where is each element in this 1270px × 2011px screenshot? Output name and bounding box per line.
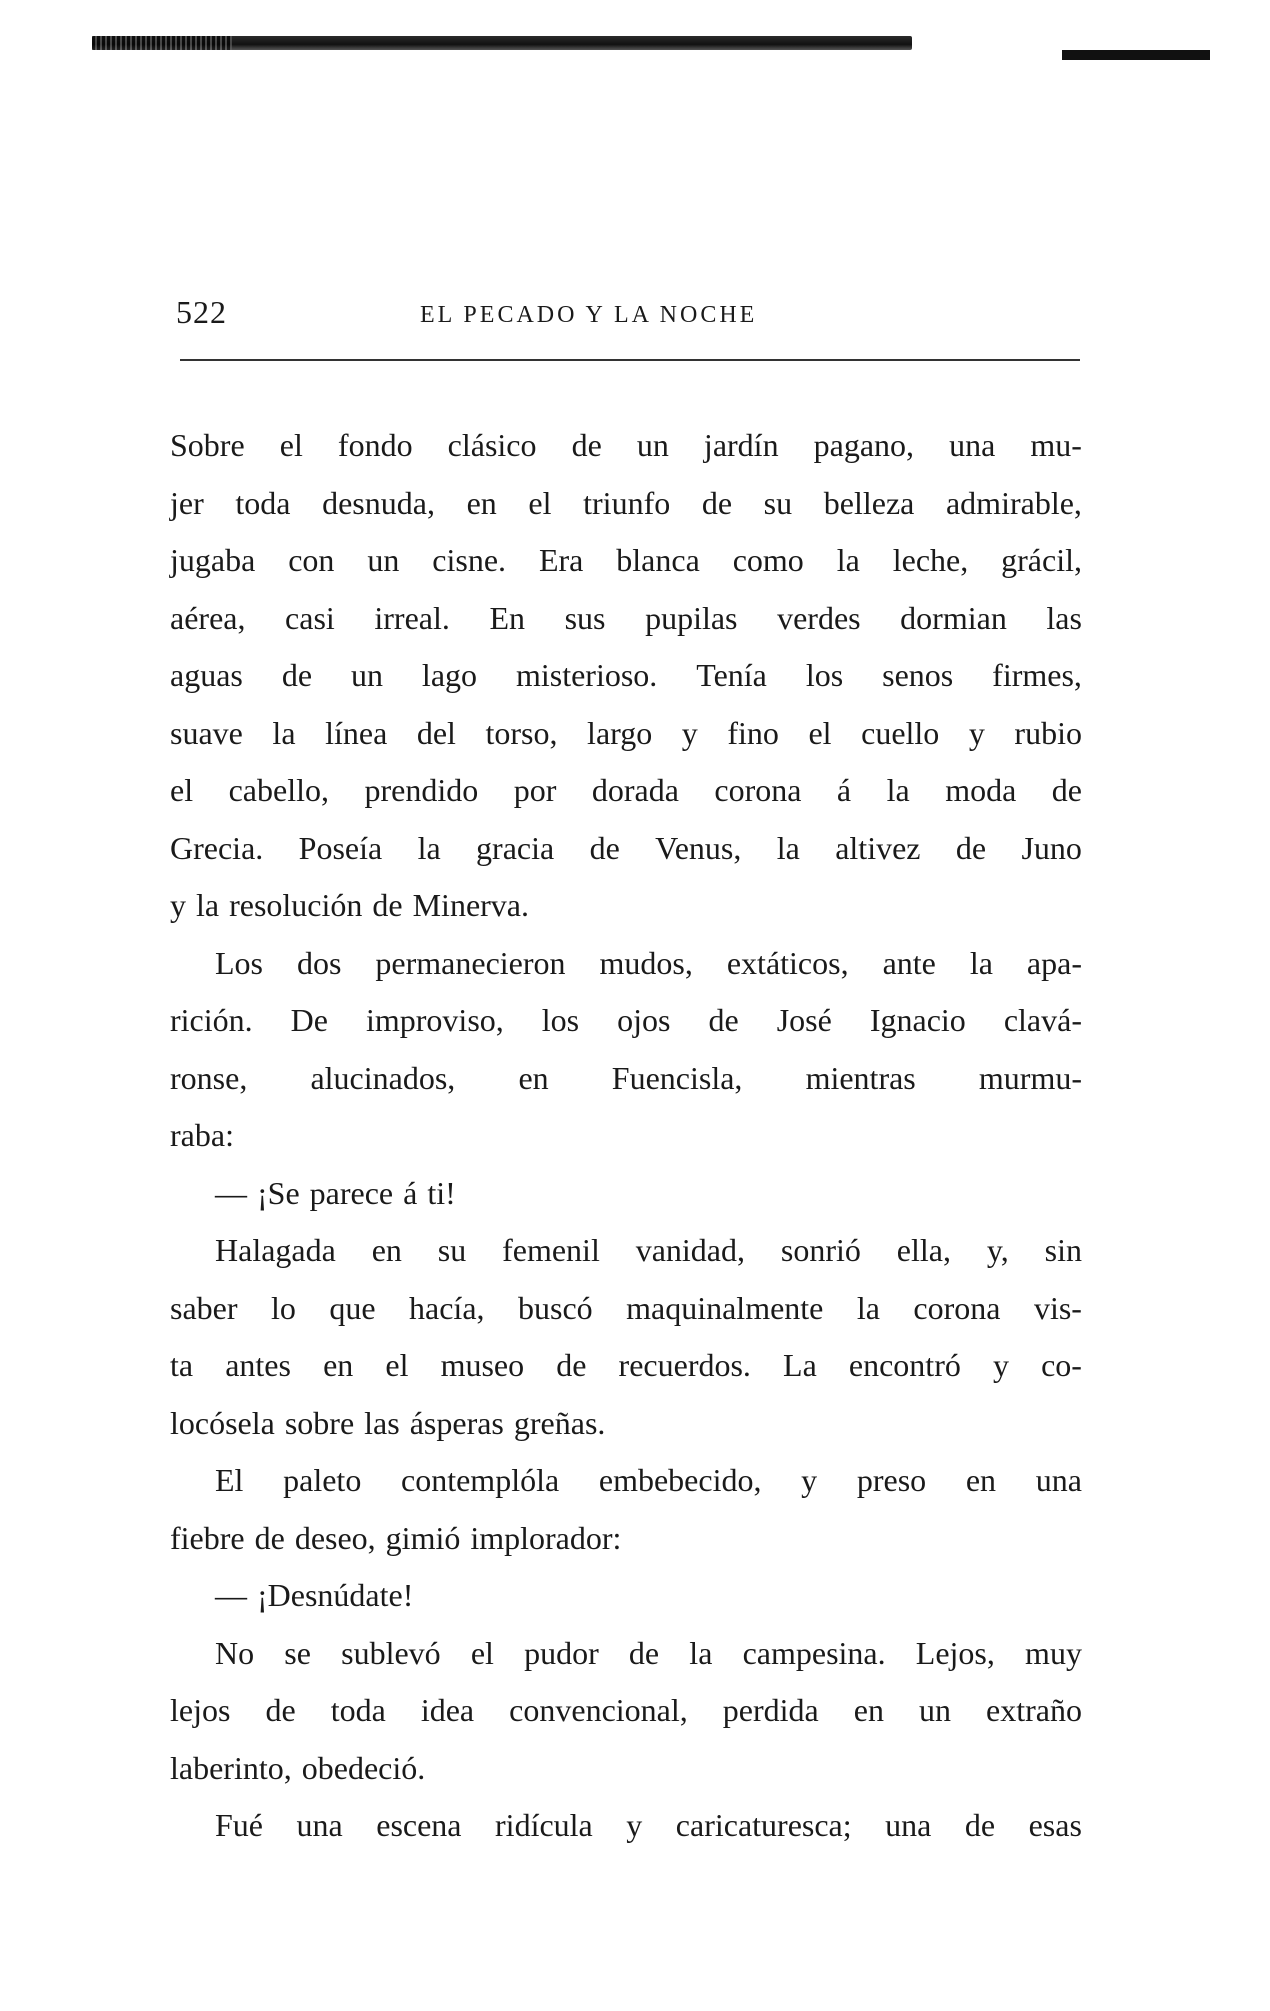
word: ásperas [409, 1404, 504, 1441]
word: fino [727, 714, 779, 751]
word: maquinalmente [626, 1289, 824, 1326]
word: sonrió [780, 1232, 861, 1268]
text-line [170, 762, 1082, 820]
word: la [836, 542, 860, 578]
word: aérea, [170, 599, 246, 636]
word: — [215, 1174, 247, 1211]
word: una [949, 427, 996, 463]
word: el [470, 1634, 494, 1671]
word: sublevó [341, 1634, 441, 1671]
word: fiebre [170, 1519, 245, 1556]
word: pupilas [645, 599, 738, 636]
word: blanca [616, 542, 700, 578]
word: Poseía [298, 829, 383, 866]
word: ti! [427, 1174, 456, 1211]
text-line [170, 1222, 1082, 1280]
word: belleza [823, 484, 915, 521]
word: antes [225, 1347, 291, 1383]
word: Venus, [655, 829, 742, 866]
word: una [885, 1807, 932, 1843]
word: la [272, 714, 296, 751]
word: clavá- [1003, 1002, 1082, 1038]
word: lejos [170, 1692, 231, 1728]
word: greñas. [513, 1404, 606, 1441]
word: parece [309, 1174, 394, 1211]
word: Grecia. [170, 829, 264, 866]
word: muy [1025, 1634, 1082, 1671]
word: un [350, 657, 383, 693]
word: línea [325, 714, 388, 751]
word: el [279, 427, 303, 463]
word: su [437, 1232, 467, 1268]
word: jugaba [170, 542, 256, 578]
word: fondo [337, 427, 413, 463]
word: laberinto, [170, 1749, 292, 1786]
word: esas [1028, 1807, 1082, 1843]
word: buscó [517, 1289, 593, 1326]
word: caricaturesca; [675, 1807, 852, 1843]
word: suave [170, 714, 243, 751]
word: perdida [722, 1692, 819, 1728]
word: senos [882, 657, 954, 693]
word: co- [1041, 1347, 1082, 1383]
word: Sobre [170, 427, 245, 463]
word: su [763, 484, 793, 521]
word: á [836, 772, 852, 808]
word: deseo, [294, 1519, 376, 1556]
word: toda [330, 1692, 386, 1728]
body-text [170, 417, 1082, 1855]
word: extáticos, [726, 944, 849, 981]
word: en [323, 1347, 354, 1383]
word: gracia [476, 829, 555, 866]
word: un [367, 542, 400, 578]
word: La [783, 1347, 817, 1383]
text-line [170, 1050, 1082, 1108]
word: la [886, 772, 910, 808]
word: el [385, 1347, 409, 1383]
word: sin [1044, 1232, 1082, 1268]
word: improviso, [365, 1002, 504, 1038]
word: de [1051, 772, 1082, 808]
text-line [170, 1740, 1082, 1798]
word: embebecido, [598, 1462, 762, 1498]
word: locósela [170, 1404, 275, 1441]
word: saber [170, 1289, 238, 1326]
word: corona [714, 772, 802, 808]
word: ridícula [495, 1807, 593, 1843]
word: una [1035, 1462, 1082, 1498]
text-line [170, 877, 1082, 935]
page-number: 522 [176, 294, 227, 330]
word: de [955, 829, 987, 866]
text-line [170, 1567, 1082, 1625]
word: una [296, 1807, 343, 1843]
word: implorador: [470, 1519, 622, 1556]
word: toda [235, 484, 291, 521]
running-title: EL PECADO Y LA NOCHE [420, 302, 758, 328]
word: de [701, 484, 733, 521]
word: y [968, 714, 985, 751]
word: apa- [1026, 944, 1082, 981]
word: museo [440, 1347, 525, 1383]
text-line [170, 1165, 1082, 1223]
word: y [170, 887, 186, 923]
word: en [853, 1692, 884, 1728]
word: y [681, 714, 698, 751]
word: desnuda, [322, 484, 435, 521]
word: Tenía [696, 657, 767, 693]
word: de [281, 657, 313, 693]
word: De [290, 1002, 328, 1038]
word: ella, [896, 1232, 951, 1268]
word: raba: [170, 1117, 234, 1153]
word: leche, [892, 542, 969, 578]
word: contemplóla [401, 1462, 560, 1498]
word: y [992, 1347, 1009, 1383]
word: obedeció. [301, 1749, 426, 1786]
word: alucinados, [310, 1059, 456, 1096]
word: convencional, [509, 1692, 688, 1728]
word: sobre [284, 1404, 355, 1441]
text-line [170, 1682, 1082, 1740]
word: ¡Desnúdate! [257, 1577, 414, 1613]
word: Halagada [215, 1232, 336, 1268]
word: extraño [986, 1692, 1082, 1728]
word: jer [170, 484, 204, 521]
word: de [556, 1347, 587, 1383]
word: hacía, [409, 1289, 485, 1326]
word: idea [420, 1692, 475, 1728]
word: la [417, 829, 441, 866]
word: el [528, 484, 552, 521]
word: femenil [502, 1232, 600, 1268]
word: admirable, [945, 484, 1082, 521]
word: torso, [485, 714, 558, 751]
word: Juno [1021, 829, 1082, 866]
word: prendido [364, 772, 479, 808]
word: Los [215, 944, 263, 981]
word: dos [296, 944, 342, 981]
word: cisne. [432, 542, 507, 578]
word: Minerva. [412, 887, 529, 923]
word: y [626, 1807, 643, 1843]
word: mu- [1030, 427, 1082, 463]
scan-artifact-top-right [1062, 50, 1210, 60]
word: de [372, 887, 403, 923]
text-line [170, 532, 1082, 590]
word: aguas [170, 657, 243, 693]
word: mudos, [599, 944, 693, 981]
word: rubio [1014, 714, 1082, 751]
text-line [170, 705, 1082, 763]
word: cuello [861, 714, 940, 751]
word: cabello, [228, 772, 329, 808]
text-line [170, 1337, 1082, 1395]
word: ta [170, 1347, 194, 1383]
word: Fué [215, 1807, 263, 1843]
text-line [170, 475, 1082, 533]
text-line [170, 1107, 1082, 1165]
word: gimió [385, 1519, 461, 1556]
header-rule [180, 359, 1080, 361]
word: lo [270, 1289, 296, 1326]
word: verdes [777, 599, 861, 636]
word: las [1046, 599, 1082, 636]
word: en [371, 1232, 402, 1268]
word: la [776, 829, 800, 866]
text-line [170, 1280, 1082, 1338]
word: vis- [1033, 1289, 1082, 1326]
word: la [689, 1634, 713, 1671]
word: ronse, [170, 1059, 248, 1096]
word: escena [376, 1807, 462, 1843]
word: y, [986, 1232, 1009, 1268]
word: se [284, 1634, 311, 1671]
text-line [170, 1452, 1082, 1510]
word: de [708, 1002, 739, 1038]
word: clásico [447, 427, 537, 463]
word: el [170, 772, 194, 808]
word: los [805, 657, 844, 693]
word: ante [882, 944, 936, 981]
word: y [801, 1462, 818, 1498]
word: grácil, [1001, 542, 1082, 578]
word: con [288, 542, 335, 578]
word: El [215, 1462, 244, 1498]
word: preso [856, 1462, 927, 1498]
word: moda [945, 772, 1017, 808]
word: José [776, 1002, 832, 1038]
word: que [329, 1289, 376, 1326]
text-line [170, 417, 1082, 475]
text-line [170, 1395, 1082, 1453]
word: casi [285, 599, 335, 636]
word: triunfo [583, 484, 671, 521]
word: la [196, 887, 220, 923]
word: pagano, [813, 427, 915, 463]
word: á [403, 1174, 418, 1211]
word: campesina. [742, 1634, 886, 1671]
word: lago [421, 657, 478, 693]
word: resolución [229, 887, 363, 923]
word: los [541, 1002, 580, 1038]
text-line [170, 647, 1082, 705]
word: permanecieron [375, 944, 566, 981]
word: de [571, 427, 602, 463]
word: dormian [900, 599, 1007, 636]
word: murmu- [978, 1059, 1082, 1096]
word: mientras [805, 1059, 916, 1096]
scan-artifact-top-left [92, 36, 912, 50]
word: altivez [835, 829, 921, 866]
word: como [732, 542, 804, 578]
word: las [364, 1404, 400, 1441]
text-line [170, 820, 1082, 878]
word: en [965, 1462, 997, 1498]
word: en [518, 1059, 549, 1096]
word: Lejos, [915, 1634, 995, 1671]
word: en [466, 484, 497, 521]
word: En [489, 599, 525, 636]
word: jardín [703, 427, 779, 463]
word: el [808, 714, 832, 751]
word: la [969, 944, 993, 981]
text-line [170, 1510, 1082, 1568]
word: Era [538, 542, 584, 578]
word: misterioso. [515, 657, 658, 693]
text-line [170, 992, 1082, 1050]
word: rición. [170, 1002, 253, 1038]
word: de [964, 1807, 996, 1843]
word: — [215, 1577, 247, 1613]
word: recuerdos. [618, 1347, 751, 1383]
word: de [628, 1634, 660, 1671]
word: por [513, 772, 557, 808]
word: ojos [617, 1002, 671, 1038]
word: dorada [591, 772, 679, 808]
text-line [170, 935, 1082, 993]
word: de [254, 1519, 285, 1556]
word: ¡Se [257, 1174, 300, 1211]
word: sus [564, 599, 606, 636]
word: vanidad, [635, 1232, 745, 1268]
word: Ignacio [869, 1002, 966, 1038]
word: la [856, 1289, 880, 1326]
word: firmes, [992, 657, 1082, 693]
word: un [636, 427, 669, 463]
word: un [919, 1692, 951, 1728]
word: No [215, 1634, 255, 1671]
word: pudor [524, 1634, 599, 1671]
text-line [170, 590, 1082, 648]
word: irreal. [374, 599, 450, 636]
text-line [170, 1625, 1082, 1683]
word: de [589, 829, 620, 866]
word: corona [913, 1289, 1001, 1326]
word: largo [587, 714, 653, 751]
word: Fuencisla, [611, 1059, 743, 1096]
word: paleto [283, 1462, 362, 1498]
word: encontró [848, 1347, 961, 1383]
word: del [416, 714, 456, 751]
word: de [265, 1692, 296, 1728]
text-line [170, 1797, 1082, 1855]
